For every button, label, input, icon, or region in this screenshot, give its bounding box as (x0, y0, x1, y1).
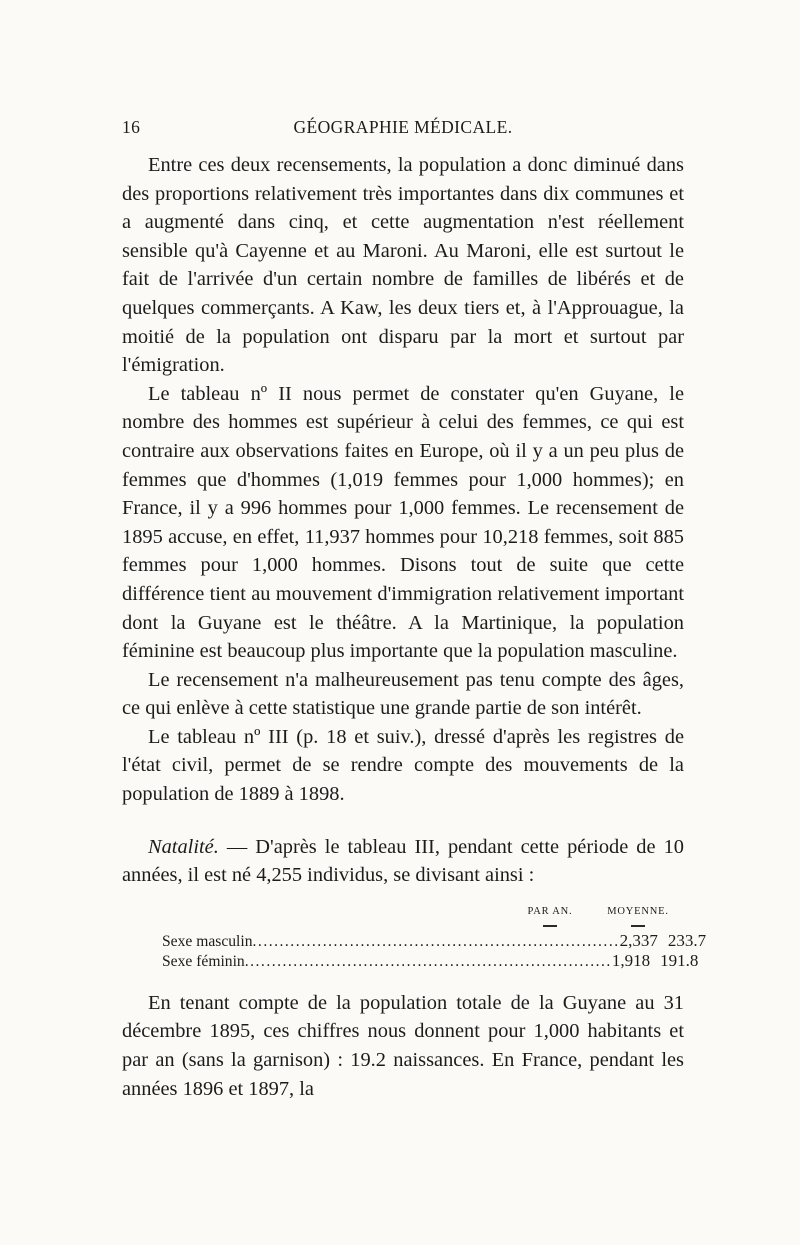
table-row (122, 930, 707, 951)
body-text (122, 151, 707, 1103)
paragraph-birth-rate: En tenant compte de la population totale de la Guyane au 31 décembre 1895, ces chiffres nous donnent pour 1,000 habitants et par an (sans la garnison) : 19.2 naissances. En France, pendant les années 1896 et 1897, la (122, 991, 684, 1100)
dot-leaders: .................................................................... (252, 932, 620, 950)
paragraph-age-records: Le recensement n'a malheureusement pas tenu compte des âges, ce qui enlève à cette statistique une grande partie de son intérêt. (122, 668, 684, 720)
births-table (122, 902, 707, 971)
page-header (122, 117, 684, 143)
column-header-per-year: PAR AN. (527, 905, 573, 917)
table-header (122, 902, 684, 921)
rule-per-year (514, 921, 586, 931)
rule-average (596, 921, 680, 931)
paragraph-civil-registers: Le tableau nº III (p. 18 et suiv.), dressé d'après les registres de l'état civil, permet de se rendre compte des mouvements de la population de 1889 à 1898. (122, 725, 684, 806)
cell-per-year: 1,918 (611, 950, 651, 970)
cell-per-year: 2,337 (619, 930, 658, 950)
header-rule (122, 921, 684, 931)
page-number: 16 (122, 117, 141, 137)
paragraph-census-comparison: Entre ces deux recensements, la population a donc diminué dans des proportions relativement très importantes dans dix communes et a augmenté dans cinq, et cette augmentation n'est réellement sensible qu'à Cayenne et au Maroni. Au Maroni, elle est surtout le fait de l'arrivée d'un certain nombre de familles de libérés et de quelques commerçants. A Kaw, les deux tiers et, à l'Approuague, la moitié de la population ont disparu par la mort et surtout par l'émigration. (122, 154, 684, 377)
row-label: Sexe féminin (162, 952, 245, 970)
natality-heading: Natalité. (148, 835, 219, 858)
paragraph-natality (122, 833, 684, 890)
cell-average: 233.7 (667, 930, 707, 950)
running-title: GÉOGRAPHIE MÉDICALE. (293, 117, 513, 137)
row-label: Sexe masculin (162, 932, 253, 950)
paragraph-sex-ratio: Le tableau nº II nous permet de constater qu'en Guyane, le nombre des hommes est supérieur à celui des femmes, ce qui est contraire aux observations faites en Europe, où il y a un peu plus de femmes que d'hommes (1,019 femmes pour 1,000 hommes); en France, il y a 996 hommes pour 1,000 femmes. Le recensement de 1895 accuse, en effet, 11,937 hommes pour 10,218 femmes, soit 885 femmes pour 1,000 hommes. Disons tout de suite que cette différence tient au mouvement d'immigration relativement important dont la Guyane est le théâtre. A la Martinique, la population féminine est beaucoup plus importante que la population masculine. (122, 382, 684, 663)
dot-leaders: .................................................................... (244, 952, 612, 970)
table-row (122, 950, 699, 971)
column-header-average: MOYENNE. (607, 905, 669, 917)
natality-text: — D'après le tableau III, pendant cette période de 10 années, il est né 4,255 individus, se divisant ainsi : (122, 835, 684, 887)
cell-average: 191.8 (660, 950, 699, 970)
